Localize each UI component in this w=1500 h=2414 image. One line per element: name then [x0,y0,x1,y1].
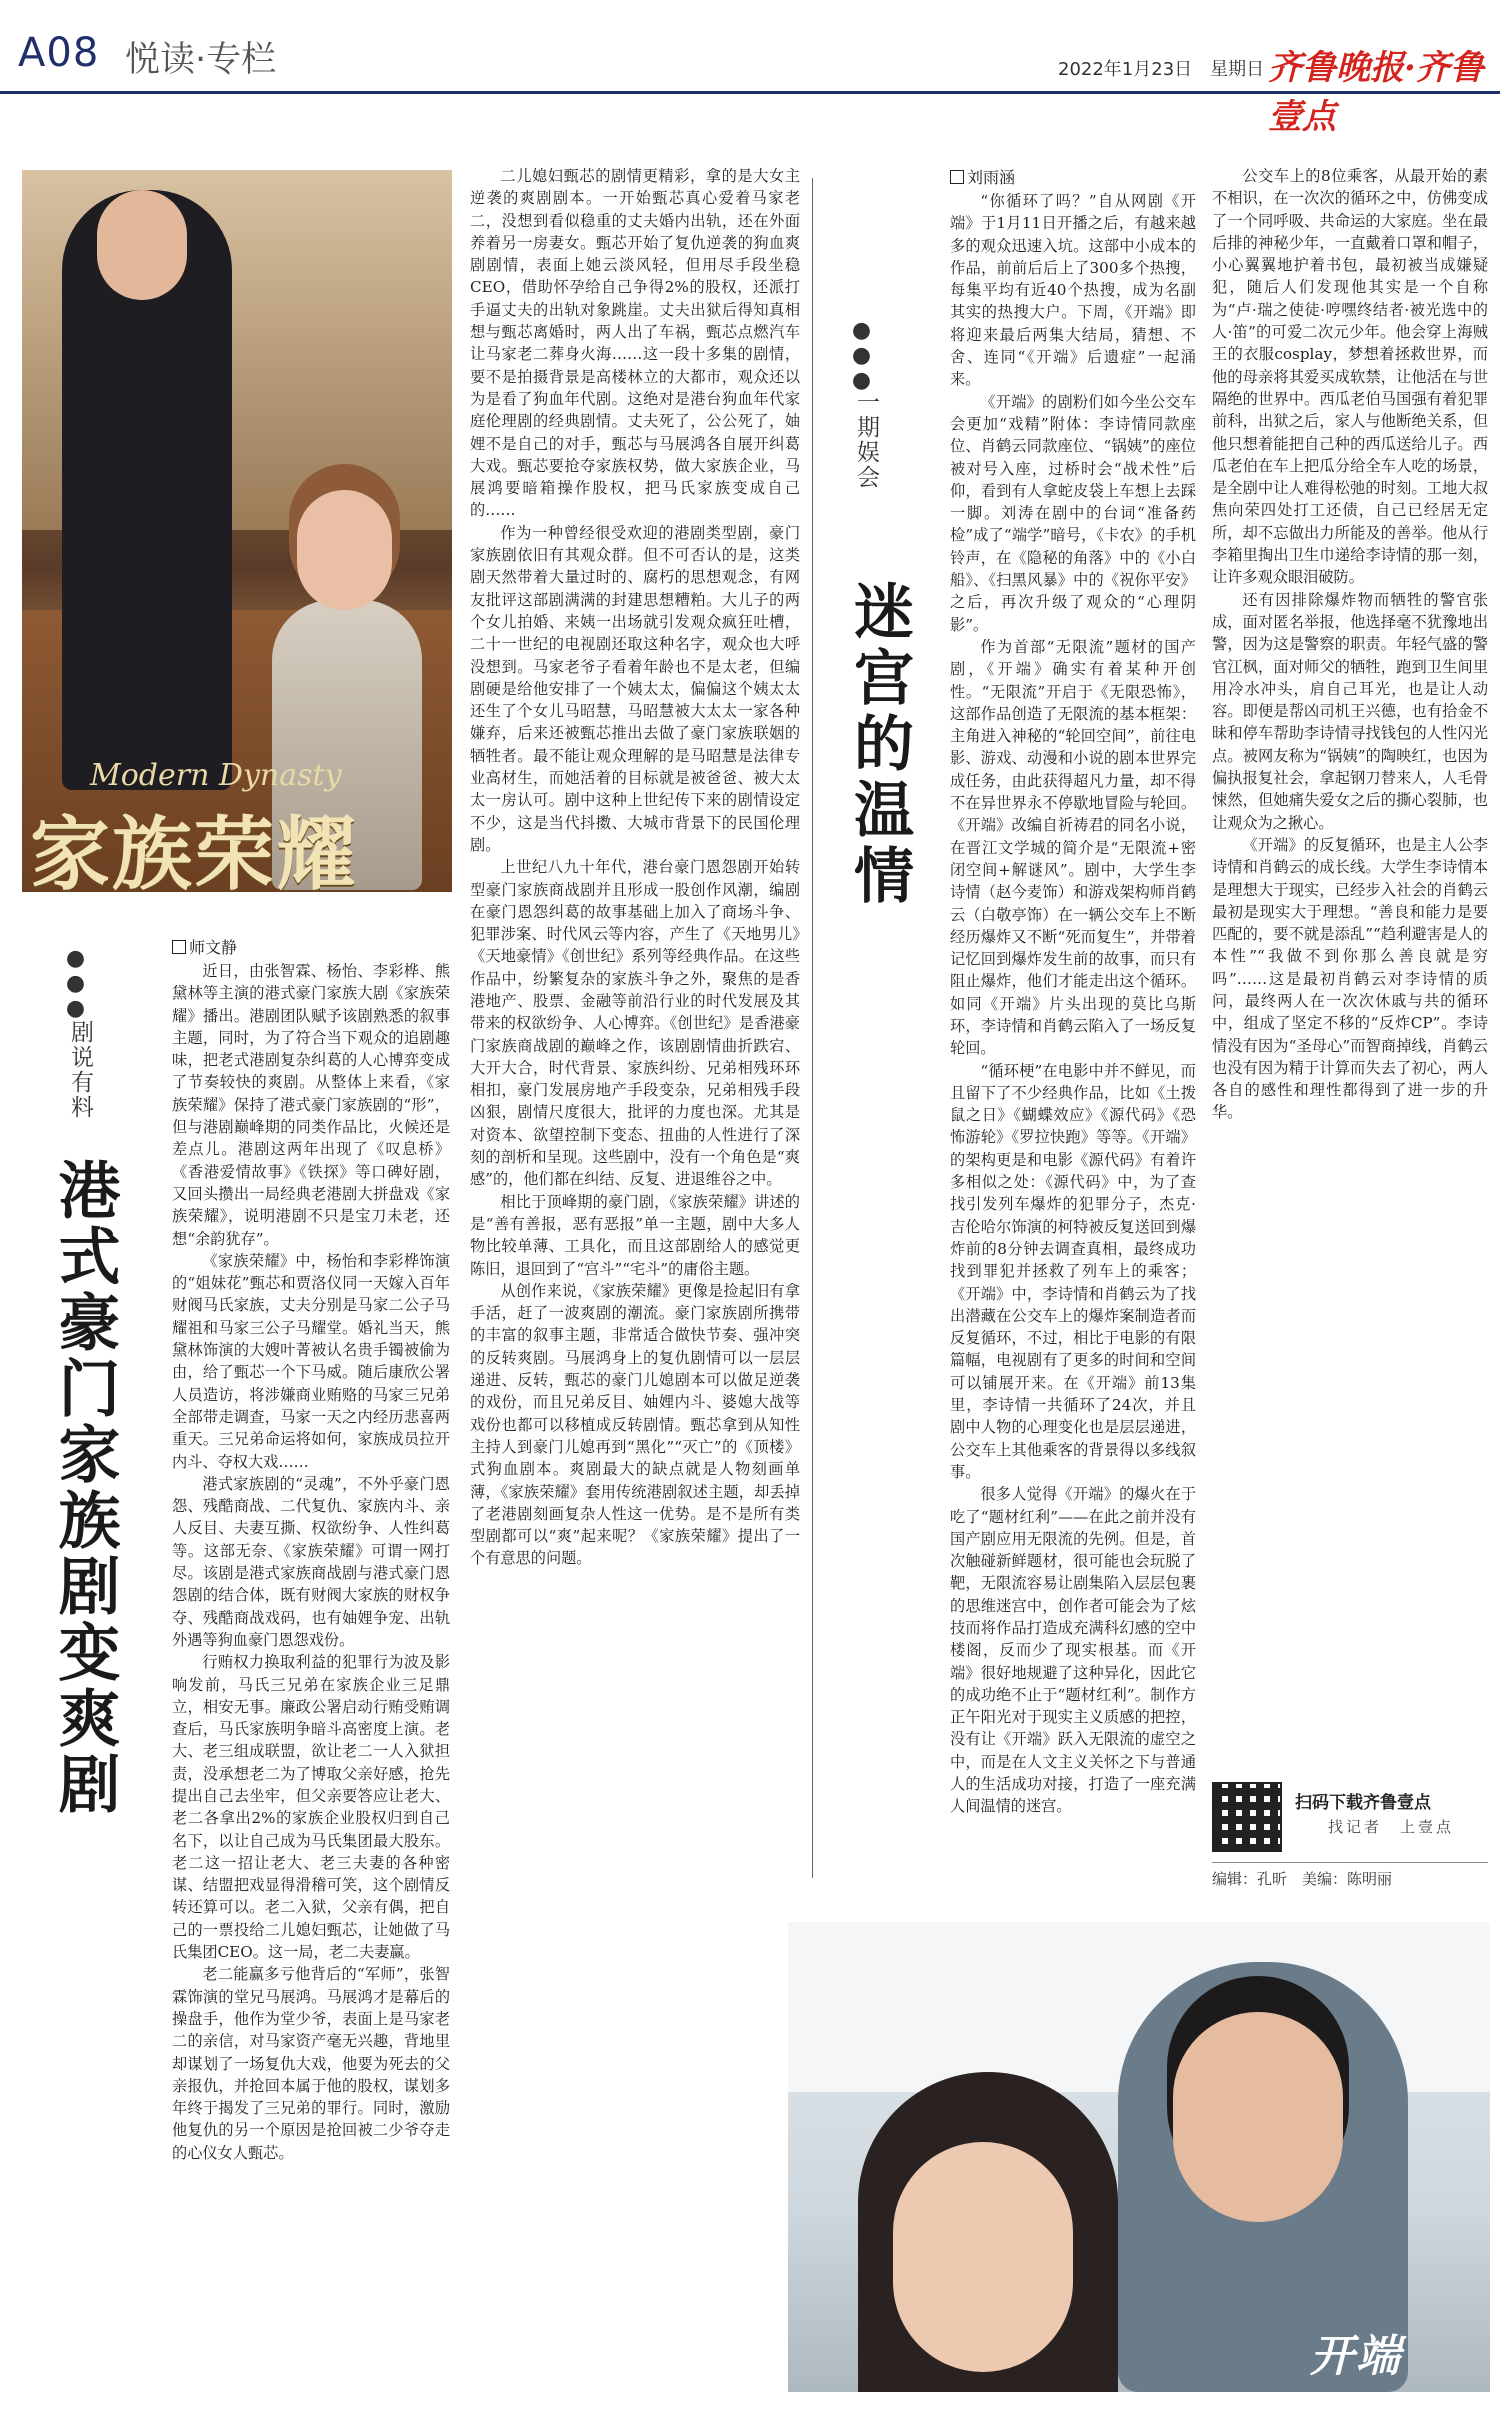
article1-kicker: 剧说有料 [67,1020,93,1120]
article2-kicker: 一期娱会 [853,390,879,490]
paragraph: “循环梗”在电影中并不鲜见，而且留下了不少经典作品，比如《土拨鼠之日》《蝴蝶效应》《源代码》《恐怖游轮》《罗拉快跑》等等。《开端》的架构更是和电影《源代码》有着许多相似之处：《源代码》中，为了查找引发列车爆炸的犯罪分子，杰克·吉伦哈尔饰演的柯特被反复送回到爆炸前的8分钟去调查真相，最终成功找到罪犯并拯救了列车上的乘客；《开端》中，李诗情和肖鹤云为了找出潜藏在公交车上的爆炸案制造者而反复循环，不过，相比于电影的有限篇幅，电视剧有了更多的时间和空间可以铺展开来。在《开端》前13集里，李诗情一共循环了24次，并且剧中人物的心理变化也是层层递进，公交车上其他乘客的背景得以多线叙事。 [950,1061,1196,1481]
article2-body-col1 [950,190,1196,1910]
paragraph: 作为一种曾经很受欢迎的港剧类型剧，豪门家族剧依旧有其观众群。但不可否认的是，这类剧天然带着大量过时的、腐朽的思想观念，有网友批评这部剧满满的封建思想糟粕。大儿子的两个女儿拍婚、来姨一出场就引发观众疯狂吐槽，二十一世纪的电视剧还取这种名字，观众也大呼没想到。马家老爷子看着年龄也不是太老，但编剧硬是给他安排了一个姨太太，偏偏这个姨太太还生了个女儿马昭慧，马昭慧被大太太一家各种嫌弃，后来还被甄芯推出去做了豪门家族联姻的牺牲者。最不能让观众理解的是马昭慧是法律专业高材生，而她活着的目标就是被爸爸、被大太太一房认可。剧中这种上世纪传下来的剧情设定不少，这是当代抖擞、大城市背景下的民国伦理剧。 [470,523,800,854]
paragraph: 相比于顶峰期的豪门剧，《家族荣耀》讲述的是“善有善报，恶有恶报”单一主题，剧中大多人物比较单薄、工具化，而且这部剧给人的感觉更陈旧，退回到了“宫斗”“宅斗”的庸俗主题。 [470,1192,800,1278]
poster-chinese-title: 家族荣耀 [30,807,358,901]
paragraph: 老二能赢多亏他背后的“军师”，张智霖饰演的堂兄马展鸿。马展鸿才是幕后的操盘手，他作为堂少爷，表面上是马家老二的亲信，对马家资产毫无兴趣，背地里却谋划了一场复仇大戏，他要为死去的父亲报仇，并抢回本属于他的股权，谋划多年终于揭发了三兄弟的罪行。同时，激励他复仇的另一个原因是抢回被二少爷夺走的心仪女人甄芯。 [172,1965,450,2162]
credit-rule [1212,1862,1488,1863]
paragraph: 上世纪八九十年代，港台豪门恩怨剧开始转型豪门家族商战剧并且形成一股创作风潮，编剧在豪门恩怨纠葛的故事基础上加入了商场斗争、犯罪涉案、时代风云等内容，产生了《天地男儿》《天地豪情》《创世纪》系列等经典作品。在这些作品中，纷繁复杂的家族斗争之外，聚焦的是香港地产、股票、金融等前沿行业的时代发展及其带来的权欲纷争、人心博弈。《创世纪》是香港豪门家族商战剧的巅峰之作，该剧剧情曲折跌宕、大开大合，时代背景、家族纠纷、兄弟相残环环相扣，豪门发展房地产手段变杂，兄弟相残手段凶狠，剧情尺度很大，批评的力度也深。尤其是对资本、欲望控制下变态、扭曲的人性进行了深刻的剖析和呈现。这些剧中，没有一个角色是“爽感”的，他们都在纠结、反复、进退维谷之中。 [470,858,800,1189]
article1-body-col2 [470,165,800,2380]
paragraph: 《开端》的剧粉们如今坐公交车会更加“戏精”附体：李诗情同款座位、肖鹤云同款座位、“锅姨”的座位被对号入座，过桥时会“战术性”后仰，看到有人拿蛇皮袋上车想上去踩一脚。刘涛在剧中的台词“准备药检”成了“端学”暗号，《卡农》的手机铃声，在《隐秘的角落》中的《小白船》、《扫黑风暴》中的《祝你平安》之后，再次升级了观众的“心理阴影”。 [950,392,1196,634]
qr-subtitle: 找记者 上壹点 [1328,1818,1455,1836]
article2-byline: 刘雨涵 [950,165,1015,188]
paragraph: 作为首部“无限流”题材的国产剧，《开端》确实有着某种开创性。“无限流”开启于《无限恐怖》，这部作品创造了无限流的基本框架：主角进入神秘的“轮回空间”，前往电影、游戏、动漫和小说的剧本世界完成任务，由此获得超凡力量，却不得不在异世界永不停歇地冒险与轮回。《开端》改编自祈祷君的同名小说，在晋江文学城的简介是“无限流+密闭空间+解谜风”。剧中，大学生李诗情（赵今麦饰）和游戏架构师肖鹤云（白敬亭饰）在一辆公交车上不断经历爆炸又不断“死而复生”，并带着记忆回到爆炸发生前的故事，而只有阻止爆炸，他们才能走出这个循环。如同《开端》片头出现的莫比乌斯环，李诗情和肖鹤云陷入了一场反复轮回。 [950,637,1196,1058]
paragraph: 很多人觉得《开端》的爆火在于吃了“题材红利”——在此之前并没有国产剧应用无限流的先例。但是，首次触碰新鲜题材，很可能也会玩脱了靶，无限流容易让剧集陷入层层包裹的思维迷宫中，创作者可能会为了炫技而将作品打造成充满科幻感的空中楼阁，反而少了现实根基。而《开端》很好地规避了这种异化，因此它的成功绝不止于“题材红利”。制作方正午阳光对于现实主义质感的把控，没有让《开端》跃入无限流的虚空之中，而是在人文主义关怀之下与普通人的生活成功对接，打造了一座充满人间温情的迷宫。 [950,1485,1196,1816]
kicker-dots-2: ●●● [849,318,874,393]
kicker-dots: ●●● [63,946,88,1021]
paragraph: 二儿媳妇甄芯的剧情更精彩，拿的是大女主逆袭的爽剧剧本。一开始甄芯真心爱着马家老二，没想到看似稳重的丈夫婚内出轨，还在外面养着另一房妻女。甄芯开始了复仇逆袭的狗血爽剧剧情，表面上她云淡风轻，但用尽手段坐稳CEO，借助怀孕给自己争得2%的股权，还派打手逼丈夫的出轨对象跳崖。丈夫出狱后得知真相想与甄芯离婚时，两人出了车祸，甄芯点燃汽车让马家老二葬身火海……这一段十多集的剧情，要不是拍摄背景是高楼林立的大都市，观众还以为是看了狗血年代剧。这绝对是港台狗血年代家庭伦理剧的经典剧情。丈夫死了，公公死了，妯娌不是自己的对手，甄芯与马展鸿各自展开纠葛大戏。甄芯要抢夺家族权势，做大家族企业，马展鸿要暗箱操作股权，把马氏家族变成自己的…… [470,167,800,520]
paragraph: 港式家族剧的“灵魂”，不外乎豪门恩怨、残酷商战、二代复仇、家族内斗、亲人反目、夫妻互撕、权欲纷争、人性纠葛等。这部无奈、《家族荣耀》可谓一网打尽。该剧是港式家族商战剧与港式豪门恩怨剧的结合体，既有财阀大家族的财权争夺、残酷商战戏码，也有妯娌争宠、出轨外遇等狗血豪门恩怨戏份。 [172,1474,450,1649]
paragraph: 行贿权力换取利益的犯罪行为波及影响发前，马氏三兄弟在家族企业三足鼎立，相安无事。廉政公署启动行贿受贿调查后，马氏家族明争暗斗高密度上演。老大、老三组成联盟，欲让老二一人入狱担责，没承想老二为了博取父亲好感，抢先提出自己去坐牢，但父亲要答应让老大、老二各拿出2%的家族企业股权归到自己名下，以让自己成为马氏集团最大股东。老二这一招让老大、老三夫妻的各种密谋、结盟把戏显得滑稽可笑，这个剧情反转还算可以。老二入狱，父亲有偶，把自己的一票投给二儿媳妇甄芯，让她做了马氏集团CEO。这一局，老二夫妻赢。 [172,1653,450,1962]
drama-logo: 开端 [1310,2331,1402,2382]
article2-body-col2 [1212,165,1488,1775]
article2-headline: 迷宫的温情 [844,580,914,910]
article1-headline: 港式豪门家族剧变爽剧 [48,1158,121,1818]
qr-title: 扫码下载齐鲁壹点 [1295,1793,1431,1813]
column-divider [812,178,813,1878]
poster-english-title: Modern Dynasty [90,758,342,793]
editor-credits: 编辑：孔昕 美编：陈明丽 [1212,1870,1393,1888]
issue-date: 2022年1月23日 星期日 [1058,59,1265,80]
paragraph: 《家族荣耀》中，杨怡和李彩桦饰演的“姐妹花”甄芯和贾洛仪同一天嫁入百年财阀马氏家族，丈夫分别是马家二公子马耀祖和马家三公子马耀堂。婚礼当天，熊黛林饰演的大嫂叶菁被认名贵手镯被偷为由，给了甄芯一个下马威。随后康欣公署人员造访，将涉嫌商业贿赂的马家三兄弟全部带走调查，马家一天之内经历悲喜两重天。三兄弟命运将如何，家族成员拉开内斗、夺权大戏…… [172,1251,450,1471]
section-title: 悦读·专栏 [125,40,277,80]
paragraph: 近日，由张智霖、杨怡、李彩桦、熊黛林等主演的港式豪门家族大剧《家族荣耀》播出。港剧团队赋予该剧熟悉的叙事主题，同时，为了符合当下观众的追剧趣味，把老式港剧复杂纠葛的人心博弈变成了节奏较快的爽剧。从整体上来看，《家族荣耀》保持了港式豪门家族剧的“形”，但与港剧巅峰期的同类作品比，火候还是差点儿。港剧这两年出现了《叹息桥》《香港爱情故事》《铁探》等口碑好剧，又回头攒出一局经典老港剧大拼盘戏《家族荣耀》，说明港剧不只是宝刀未老，还想“余韵犹存”。 [172,962,450,1248]
paragraph: 还有因排除爆炸物而牺牲的警官张成，面对匿名举报，他选择毫不犹豫地出警，因为这是警察的职责。年轻气盛的警官江枫，面对师父的牺牲，跑到卫生间里用冷水冲头，肩自己耳光，也是让人动容。即便是帮凶司机王兴德，也有拾金不昧和停车帮助李诗情寻找钱包的人性闪光点。被网友称为“锅姨”的陶映红，也因为偏执报复社会，拿起钢刀替来人，人毛骨悚然，但她痛失爱女之后的撕心裂肺，也让观众为之揪心。 [1212,590,1488,832]
page-number: A08 [18,30,100,76]
paragraph: 公交车上的8位乘客，从最开始的素不相识，在一次次的循环之中，仿佛变成了一个同呼吸、共命运的大家庭。坐在最后排的神秘少年，一直戴着口罩和帽子，小心翼翼地护着书包，最初被当成嫌疑犯，随后人们发现他其实是一个自称为“卢·瑞之使徒·哼嘿终结者·被光选中的人·笛”的可爱二次元少年。他会穿上海贼王的衣服cosplay，梦想着拯救世界，而他的母亲将其爱买成软禁，让他活在与世隔绝的世界中。西瓜老伯马国强有着犯罪前科，出狱之后，家人与他断绝关系，但他只想着能把自己种的西瓜送给儿子。西瓜老伯在车上把瓜分给全车人吃的场景，是全剧中让人难得松弛的时刻。工地大叔焦向荣四处打工还债，自己已经居无定所，却不忘做出力所能及的善举。他从行李箱里掏出卫生巾递给李诗情的那一刻，让许多观众眼泪破防。 [1212,167,1488,587]
qr-code[interactable] [1212,1782,1282,1852]
paragraph: 《开端》的反复循环，也是主人公李诗情和肖鹤云的成长线。大学生李诗情本是理想大于现实，已经步入社会的肖鹤云最初是现实大于理想。“善良和能力是要匹配的，要不就是添乱”“趋利避害是人的本性”“我做不到你那么善良就是穷吗”……这是最初肖鹤云对李诗情的质问，最终两人在一次次休戚与共的循环中，组成了坚定不移的“反炸CP”。李诗情没有因为“圣母心”而智商掉线，肖鹤云也没有因为精于计算而失去了初心，两人各自的感性和理性都得到了进一步的升华。 [1212,835,1488,1122]
newspaper-logo: 齐鲁晚报·齐鲁壹点 [1268,48,1484,137]
masthead-rule [0,91,1500,94]
paragraph: “你循环了吗？”自从网剧《开端》于1月11日开播之后，有越来越多的观众迅速入坑。这部中小成本的作品，前前后后上了300多个热搜，每集平均有近40个热搜，成为名副其实的热搜大户。下周，《开端》即将迎来最后两集大结局，猜想、不舍、连同“《开端》后遗症”一起涌来。 [950,192,1196,389]
article1-byline: 师文静 [172,935,237,958]
article1-body-col1 [172,960,450,2385]
paragraph: 从创作来说，《家族荣耀》更像是捡起旧有拿手活，赶了一波爽剧的潮流。豪门家族剧所携带的丰富的叙事主题，非常适合做快节奏、强冲突的反转爽剧。马展鸿身上的复仇剧情可以一层层递进、反转，甄芯的豪门儿媳剧本可以做足逆袭的戏份，而且兄弟反目、妯娌内斗、婆媳大战等戏份也都可以移植成反转剧情。甄芯拿到从知性主持人到豪门儿媳再到“黑化”“灭亡”的《顶楼》式狗血剧本。爽剧最大的缺点就是人物刻画单薄，《家族荣耀》套用传统港剧叙述主题，却丢掉了老港剧刻画复杂人性这一优势。是不是所有类型剧都可以“爽”起来呢？《家族荣耀》提出了一个有意思的问题。 [470,1281,800,1568]
